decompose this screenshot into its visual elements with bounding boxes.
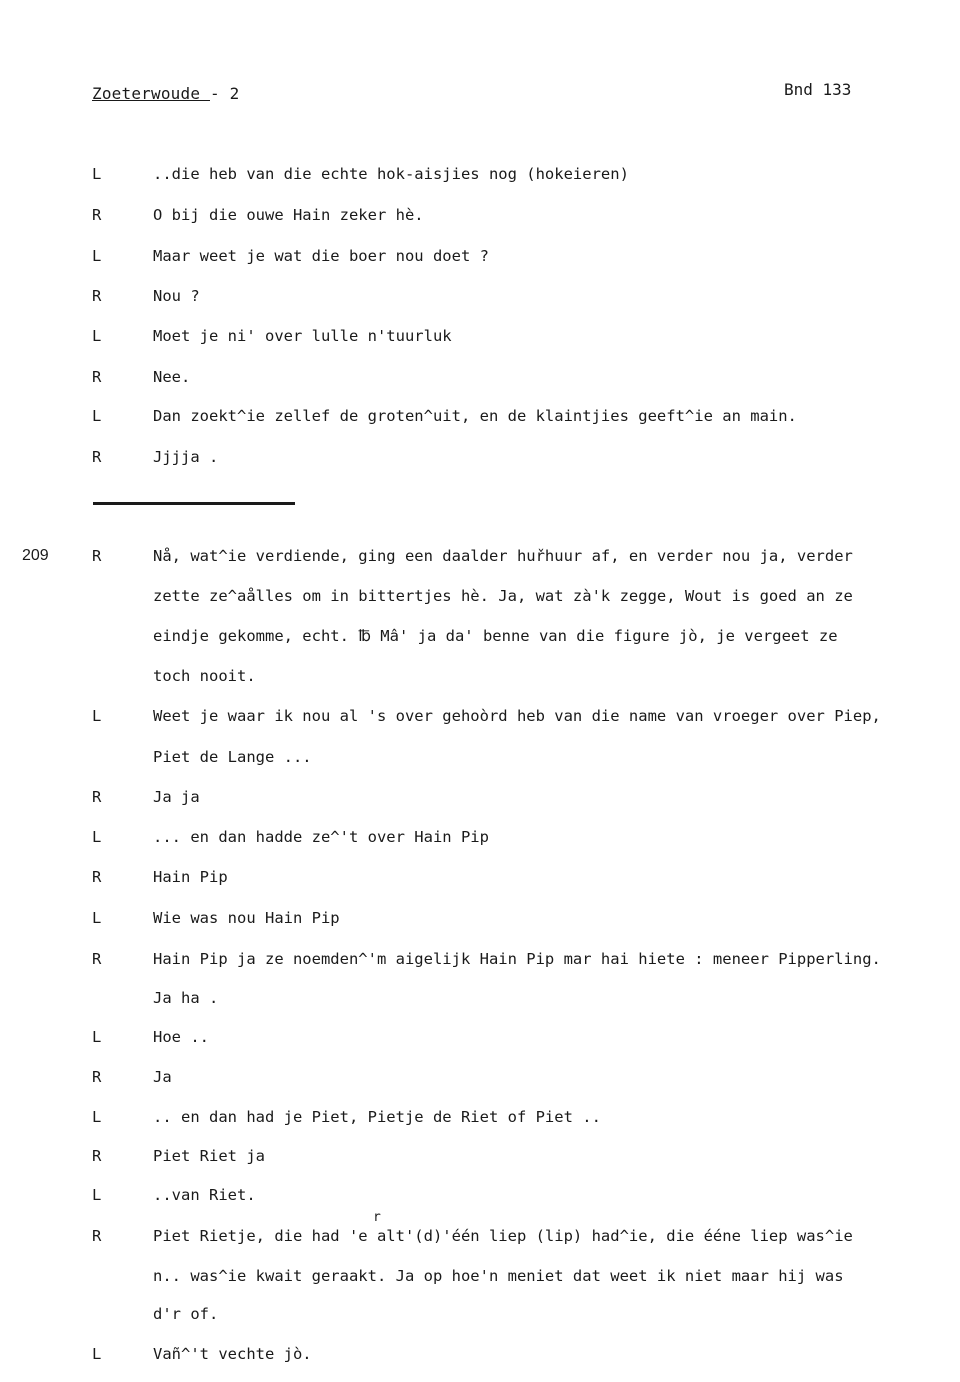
speaker-label: L: [92, 909, 102, 927]
speaker-label: R: [92, 1227, 102, 1245]
speaker-label: L: [92, 1108, 102, 1126]
section-divider: [93, 502, 295, 505]
speaker-label: L: [92, 407, 102, 425]
transcript-line: [0, 324, 960, 348]
speaker-label: R: [92, 448, 102, 466]
transcript-line: [0, 544, 960, 568]
transcript-line: [0, 445, 960, 469]
speaker-label: L: [92, 327, 102, 345]
speaker-label: R: [92, 950, 102, 968]
transcript-line: [0, 1105, 960, 1129]
line-text: ... en dan hadde ze^'t over Hain Pip: [153, 828, 489, 846]
speaker-label: R: [92, 868, 102, 886]
line-text: Hain Pip ja ze noemden^'m aigelijk Hain Pip mar hai hiete : meneer Pipperling.: [153, 950, 881, 968]
transcript-line: [0, 203, 960, 227]
speaker-label: L: [92, 247, 102, 265]
transcript-line: [0, 664, 960, 688]
header-page-suffix: - 2: [210, 84, 240, 103]
line-text: ..die heb van die echte hok-aisjies nog (hokeieren): [153, 165, 629, 183]
line-text: Hoe ..: [153, 1028, 209, 1046]
speaker-label: L: [92, 1345, 102, 1363]
speaker-label: L: [92, 828, 102, 846]
header-place: Zoeterwoude: [92, 84, 210, 103]
transcript-line: [0, 865, 960, 889]
transcript-line: [0, 986, 960, 1010]
line-text: Jjjja .: [153, 448, 219, 466]
speaker-label: R: [92, 287, 102, 305]
line-text: Ja ha .: [153, 989, 219, 1007]
speaker-label: L: [92, 165, 102, 183]
line-text: Vañ^'t vechte jò.: [153, 1345, 312, 1363]
interlinear-correction-mark: r: [373, 1210, 381, 1225]
transcript-line: [0, 1144, 960, 1168]
transcript-line: [0, 1342, 960, 1366]
line-number: 209: [22, 547, 49, 564]
transcript-line: [0, 1183, 960, 1207]
line-text: Piet Riet ja: [153, 1147, 265, 1165]
transcript-line: [0, 624, 960, 648]
line-text: Maar weet je wat die boer nou doet ?: [153, 247, 489, 265]
line-text: d'r of.: [153, 1305, 219, 1323]
speaker-label: R: [92, 1068, 102, 1086]
speaker-label: R: [92, 206, 102, 224]
line-text: O bij die ouwe Hain zeker hè.: [153, 206, 424, 224]
transcript-line: [0, 284, 960, 308]
line-text: Piet Rietje, die had 'e alt'(d)'één liep (lip) had^ie, die ééne liep was^ie: [153, 1227, 853, 1245]
line-text: Piet de Lange ...: [153, 748, 312, 766]
transcript-line: [0, 1302, 960, 1326]
page-header-left: [92, 84, 240, 103]
transcript-line: [0, 404, 960, 428]
transcript-line: [0, 1065, 960, 1089]
line-text: eindje gekomme, echt. ℔ Mâ' ja da' benne van die figure jò, je vergeet ze: [153, 627, 838, 645]
line-text: Ja ja: [153, 788, 200, 806]
transcript-line: [0, 947, 960, 971]
speaker-label: R: [92, 788, 102, 806]
transcript-line: [0, 365, 960, 389]
line-text: n.. was^ie kwait geraakt. Ja op hoe'n meniet dat weet ik niet maar hij was: [153, 1267, 844, 1285]
transcript-line: [0, 745, 960, 769]
speaker-label: R: [92, 1147, 102, 1165]
line-text: Ja: [153, 1068, 172, 1086]
line-text: Nou ?: [153, 287, 200, 305]
line-text: zette ze^aålles om in bittertjes hè. Ja, wat zà'k zegge, Wout is goed an ze: [153, 587, 853, 605]
speaker-label: R: [92, 368, 102, 386]
transcript-line: [0, 825, 960, 849]
transcript-line: [0, 704, 960, 728]
line-text: toch nooit.: [153, 667, 256, 685]
transcript-line: [0, 1224, 960, 1248]
header-band: Bnd 133: [784, 80, 852, 99]
transcript-line: [0, 1025, 960, 1049]
line-text: Wie was nou Hain Pip: [153, 909, 340, 927]
transcript-line: [0, 906, 960, 930]
speaker-label: L: [92, 1186, 102, 1204]
line-text: Nå, wat^ie verdiende, ging een daalder huřhuur af, en verder nou ja, verder: [153, 547, 853, 565]
speaker-label: L: [92, 1028, 102, 1046]
transcript-line: [0, 244, 960, 268]
transcript-line: [0, 162, 960, 186]
transcript-line: [0, 584, 960, 608]
line-text: ..van Riet.: [153, 1186, 256, 1204]
line-text: Weet je waar ik nou al 's over gehoòrd heb van die name van vroeger over Piep,: [153, 707, 881, 725]
speaker-label: R: [92, 547, 102, 565]
transcript-line: [0, 1264, 960, 1288]
speaker-label: L: [92, 707, 102, 725]
transcript-line: [0, 785, 960, 809]
line-text: Moet je ni' over lulle n'tuurluk: [153, 327, 452, 345]
line-text: Nee.: [153, 368, 191, 386]
line-text: .. en dan had je Piet, Pietje de Riet of Piet ..: [153, 1108, 601, 1126]
line-text: Dan zoekt^ie zellef de groten^uit, en de klaintjies geeft^ie an main.: [153, 407, 797, 425]
line-text: Hain Pip: [153, 868, 228, 886]
